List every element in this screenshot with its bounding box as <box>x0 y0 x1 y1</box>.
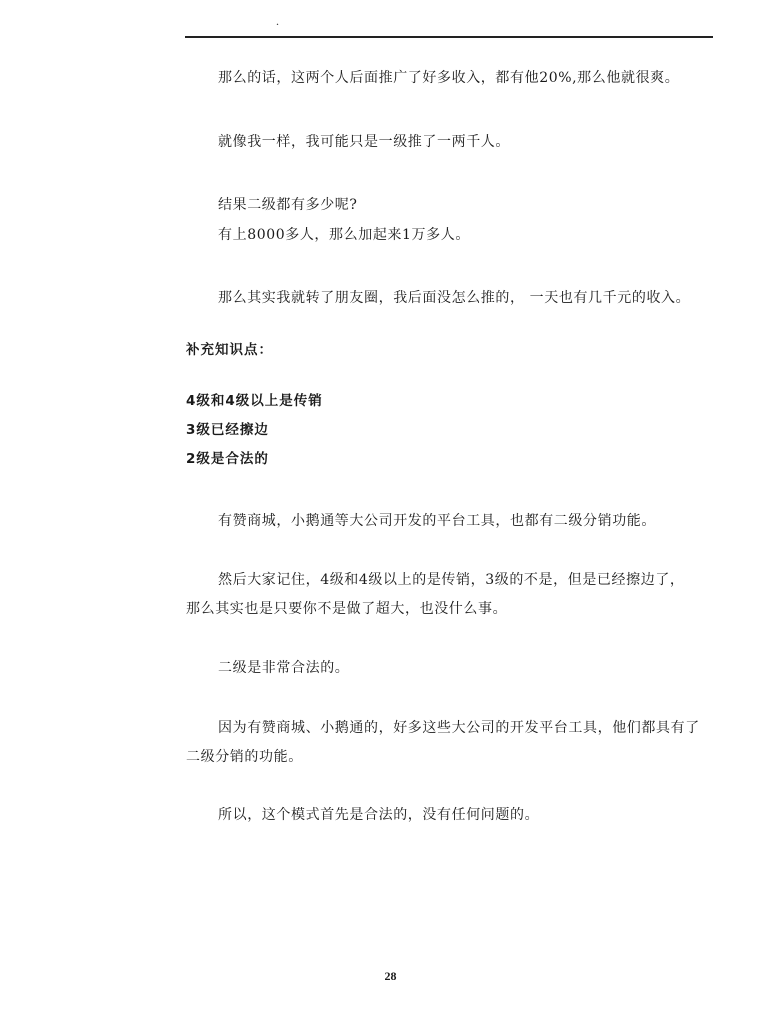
paragraph-7-line-2: 那么其实也是只要你不是做了超大，也没什么事。 <box>186 601 508 617</box>
paragraph-2: 就像我一样，我可能只是一级推了一两千人。 <box>218 134 510 150</box>
paragraph-6: 有赞商城，小鹅通等大公司开发的平台工具，也都有二级分销功能。 <box>218 513 656 529</box>
paragraph-4: 有上8000多人，那么加起来1万多人。 <box>218 227 470 243</box>
rule-level-2: 2级是合法的 <box>186 451 269 467</box>
paragraph-1: 那么的话，这两个人后面推广了好多收入，都有他20%,那么他就很爽。 <box>218 70 680 86</box>
header-mark: . <box>276 14 279 28</box>
header-rule <box>185 36 713 38</box>
supplement-title: 补充知识点： <box>186 342 273 358</box>
paragraph-10: 所以，这个模式首先是合法的，没有任何问题的。 <box>218 807 540 823</box>
paragraph-5: 那么其实我就转了朋友圈，我后面没怎么推的， 一天也有几千元的收入。 <box>218 290 691 306</box>
paragraph-9-line-2: 二级分销的功能。 <box>186 749 303 765</box>
paragraph-8: 二级是非常合法的。 <box>218 660 350 676</box>
rule-level-4: 4级和4级以上是传销 <box>186 393 323 409</box>
paragraph-9-line-1: 因为有赞商城、小鹅通的，好多这些大公司的开发平台工具，他们都具有了 <box>218 720 700 736</box>
page-number: 28 <box>384 969 397 983</box>
rule-level-3: 3级已经擦边 <box>186 422 269 438</box>
paragraph-3: 结果二级都有多少呢? <box>218 197 358 213</box>
paragraph-7-line-1: 然后大家记住，4级和4级以上的是传销，3级的不是，但是已经擦边了， <box>218 572 685 588</box>
